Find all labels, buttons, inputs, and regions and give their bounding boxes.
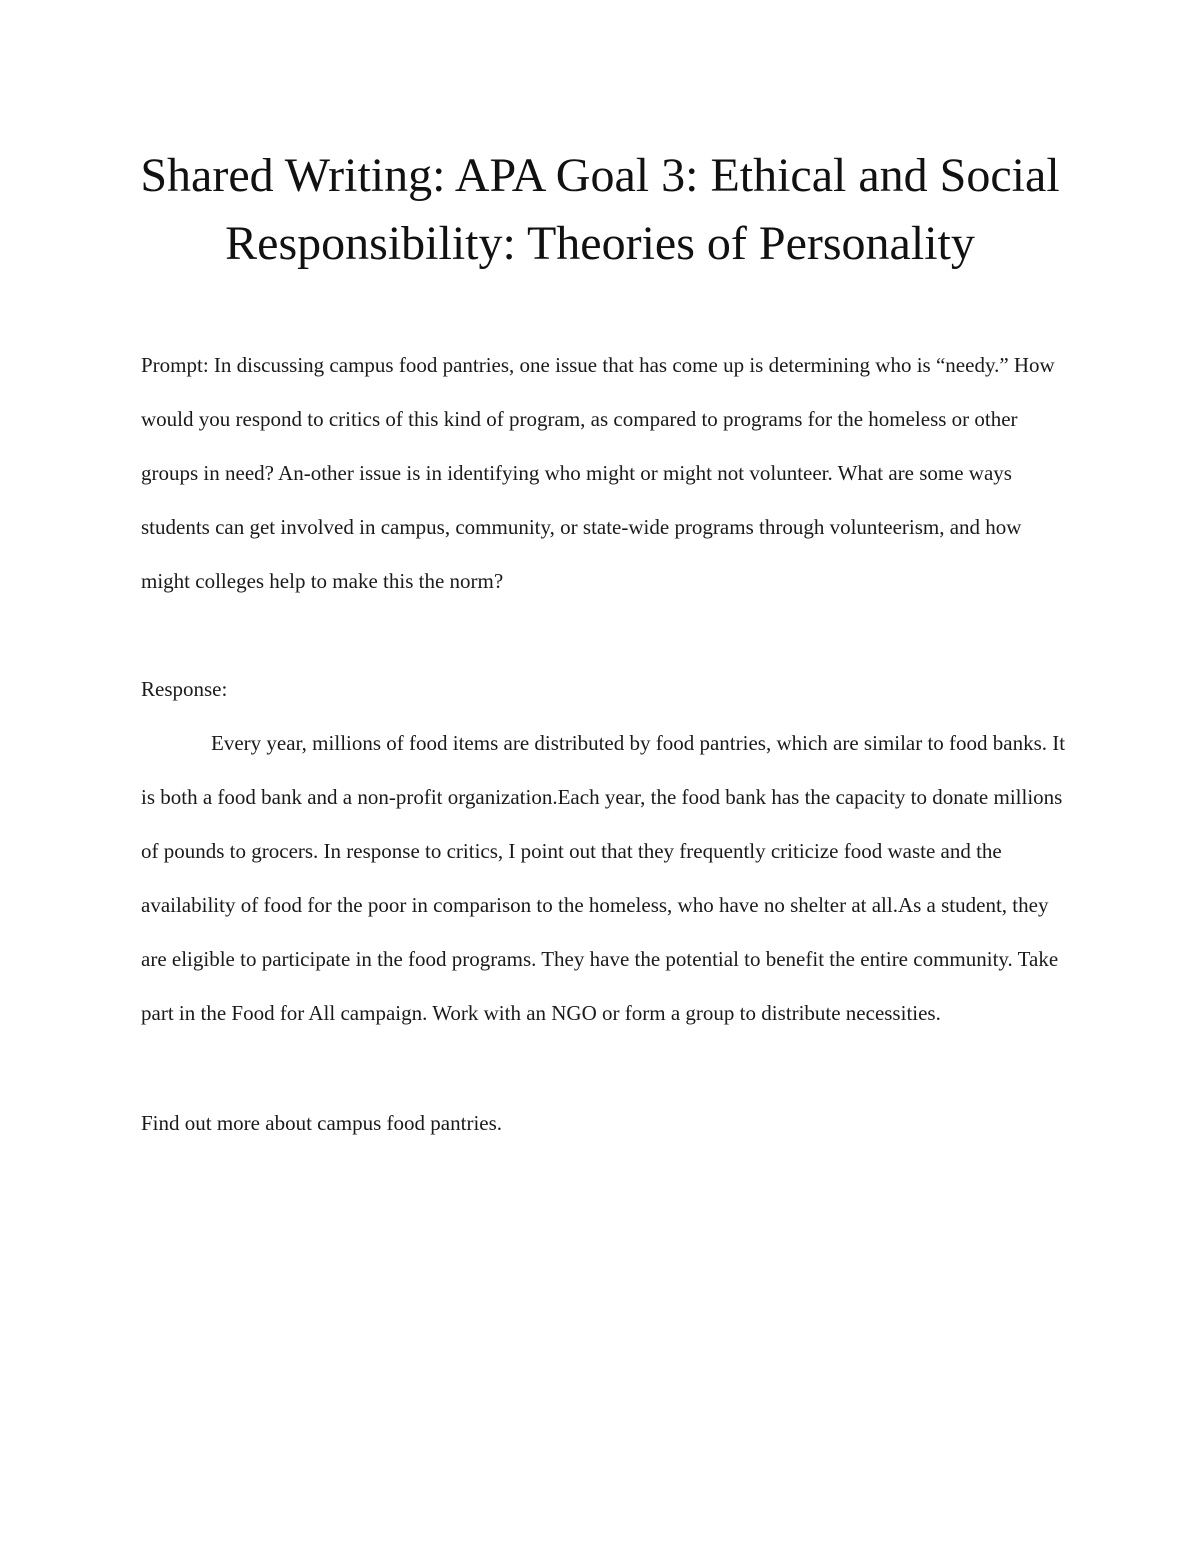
response-label: Response: [141,677,228,701]
document-title: Shared Writing: APA Goal 3: Ethical and Social Responsibility: Theories of Personality [140,149,1060,270]
closing-line: Find out more about campus food pantries. [141,1111,503,1135]
response-paragraph: Every year, millions of food items are distributed by food pantries, which are similar to food banks. It is both a food bank and a non-profit organization.Each year, the food bank has the capacity to donate millions of pounds to grocers. In response to critics, I point out that they frequently criticize food waste and the availability of food for the poor in comparison to the homeless, who have no shelter at all.As a student, they are eligible to participate in the food programs. They have the potential to benefit the entire community. Take part in the Food for All campaign. Work with an NGO or form a group to distribute necessities. [141,731,1066,1025]
prompt-paragraph: Prompt: In discussing campus food pantries, one issue that has come up is determining who is “needy.” How would you respond to critics of this kind of program, as compared to programs for the homeless or other groups in need? An-other issue is in identifying who might or might not volunteer. What are some ways students can get involved in campus, community, or state-wide programs through volunteerism, and how might colleges help to make this the norm? [141,353,1055,593]
